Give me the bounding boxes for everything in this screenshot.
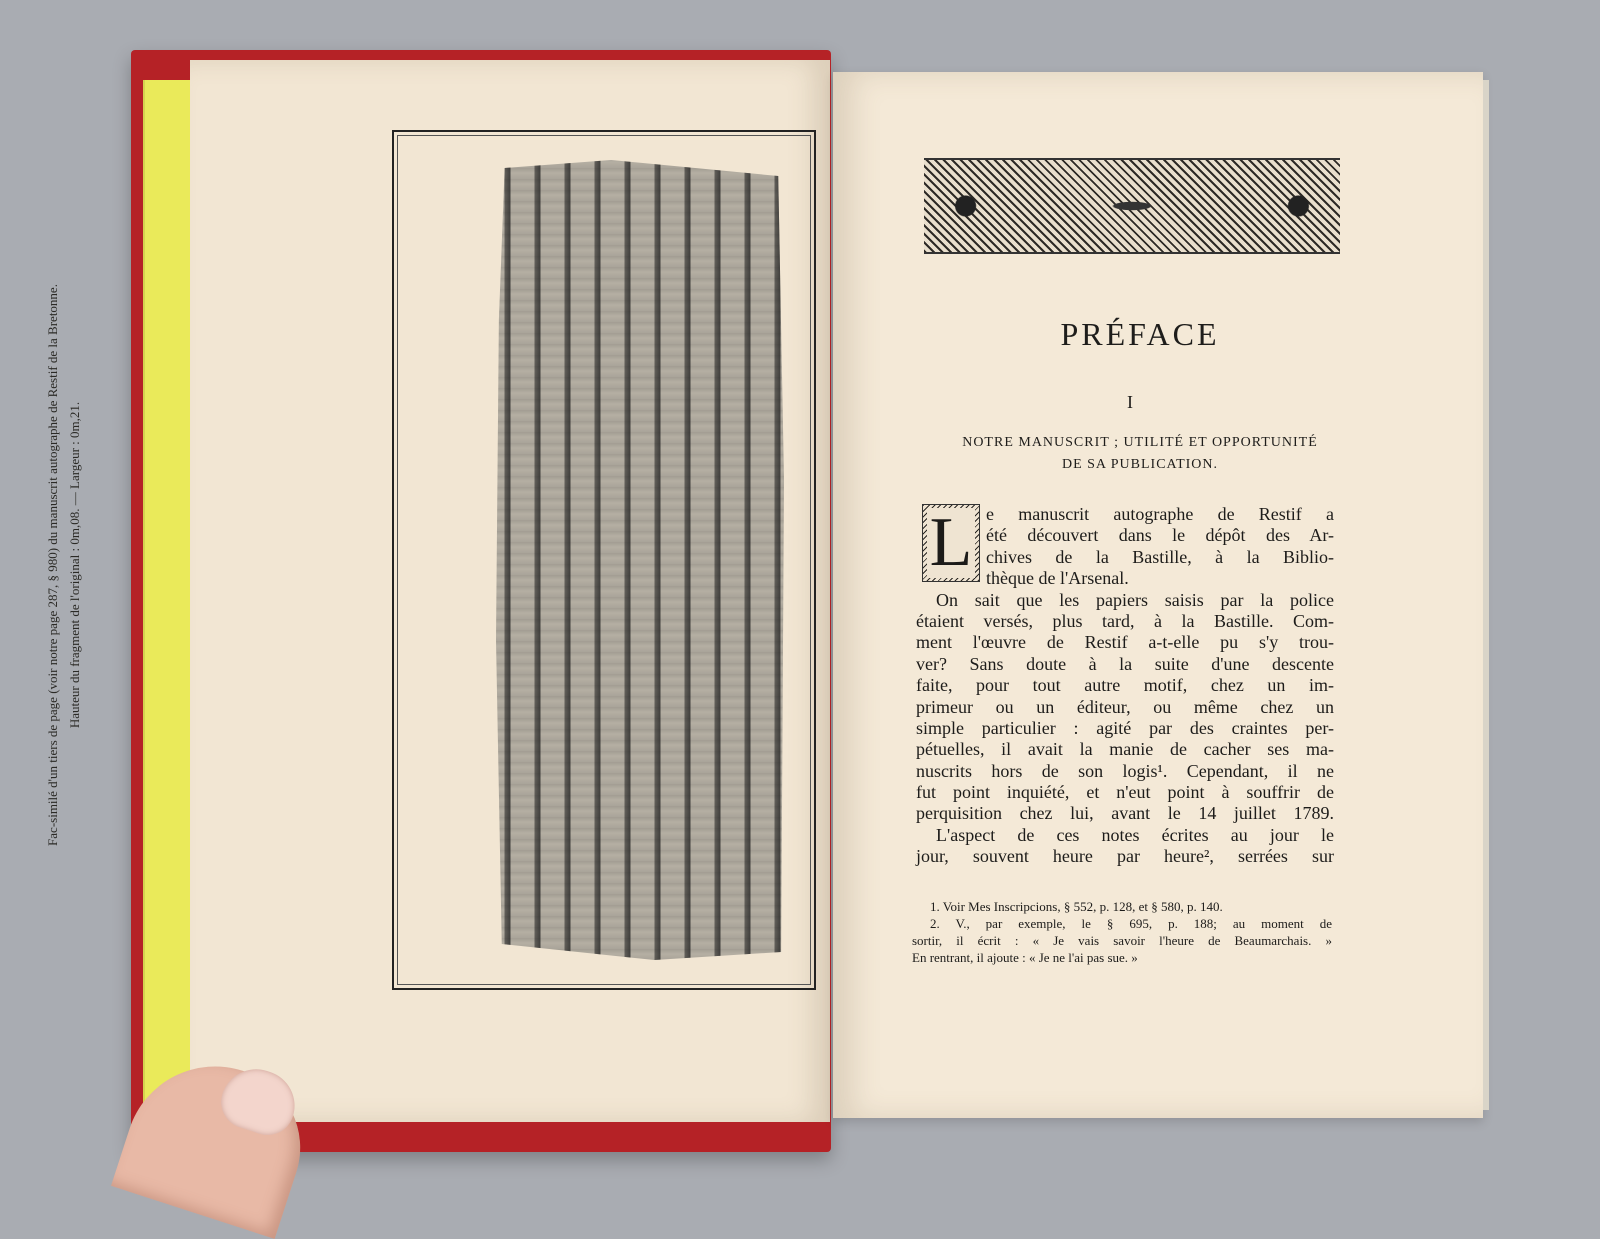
text-line: jour, souvent heure par heure², serrées sur bbox=[916, 846, 1334, 867]
text-line: fut point inquiété, et n'eut point à souffrir de bbox=[916, 782, 1334, 803]
text-line: thèque de l'Arsenal. bbox=[986, 568, 1129, 589]
text-line: été découvert dans le dépôt des Ar- bbox=[986, 525, 1334, 546]
text-line: ment l'œuvre de Restif a-t-elle pu s'y trou- bbox=[916, 632, 1334, 653]
footnotes bbox=[912, 898, 1332, 966]
text-line: chives de la Bastille, à la Biblio- bbox=[986, 546, 1334, 567]
endpaper bbox=[143, 80, 197, 1120]
caption-line: Hauteur du fragment de l'original : 0m,08. — Largeur : 0m,21. bbox=[67, 401, 82, 729]
page-edge bbox=[1483, 80, 1489, 1110]
text-line: perquisition chez lui, avant le 14 juillet 1789. bbox=[916, 803, 1334, 824]
subtitle-line: DE SA PUBLICATION. bbox=[1061, 457, 1219, 472]
text-line: pétuelles, il avait la manie de cacher ses ma- bbox=[916, 739, 1334, 760]
footnote-line: 2. V., par exemple, le § 695, p. 188; au moment de bbox=[930, 916, 1332, 931]
page-title: PRÉFACE bbox=[1060, 316, 1220, 352]
text-line: étaient versés, plus tard, à la Bastille. Com- bbox=[916, 610, 1334, 631]
text-line: primeur ou un éditeur, ou même chez un bbox=[916, 696, 1334, 717]
subtitle-line: NOTRE MANUSCRIT ; UTILITÉ ET OPPORTUNITÉ bbox=[962, 435, 1318, 450]
footnote-line: sortir, il écrit : « Je vais savoir l'heure de Beaumarchais. » bbox=[912, 933, 1332, 948]
footnote-line: En rentrant, il ajoute : « Je ne l'ai pas sue. » bbox=[912, 950, 1138, 965]
text-line: On sait que les papiers saisis par la police bbox=[936, 589, 1334, 610]
text-line: faite, pour tout autre motif, chez un im- bbox=[916, 675, 1334, 696]
chapter-subtitle bbox=[930, 432, 1350, 476]
text-line: nuscrits hors de son logis¹. Cependant, il ne bbox=[916, 760, 1334, 781]
text-line: e manuscrit autographe de Restif a bbox=[986, 504, 1334, 524]
text-line: ver? Sans doute à la suite d'une descente bbox=[916, 653, 1334, 674]
manuscript-facsimile-image bbox=[496, 160, 784, 960]
dropcap-letter: L bbox=[927, 508, 976, 578]
chapter-number: I bbox=[1127, 392, 1133, 412]
footnote-line: 1. Voir Mes Inscripcions, § 552, p. 128, et § 580, p. 140. bbox=[930, 899, 1223, 914]
body-text bbox=[916, 504, 1334, 868]
caption-line: Fac-similé d'un tiers de page (voir notre page 287, § 980) du manuscrit autographe de Restif de la Bretonne. bbox=[45, 284, 60, 846]
text-line: L'aspect de ces notes écrites au jour le bbox=[936, 824, 1334, 845]
ornamental-headpiece bbox=[924, 158, 1340, 254]
text-line: simple particulier : agité par des craintes per- bbox=[916, 717, 1334, 738]
